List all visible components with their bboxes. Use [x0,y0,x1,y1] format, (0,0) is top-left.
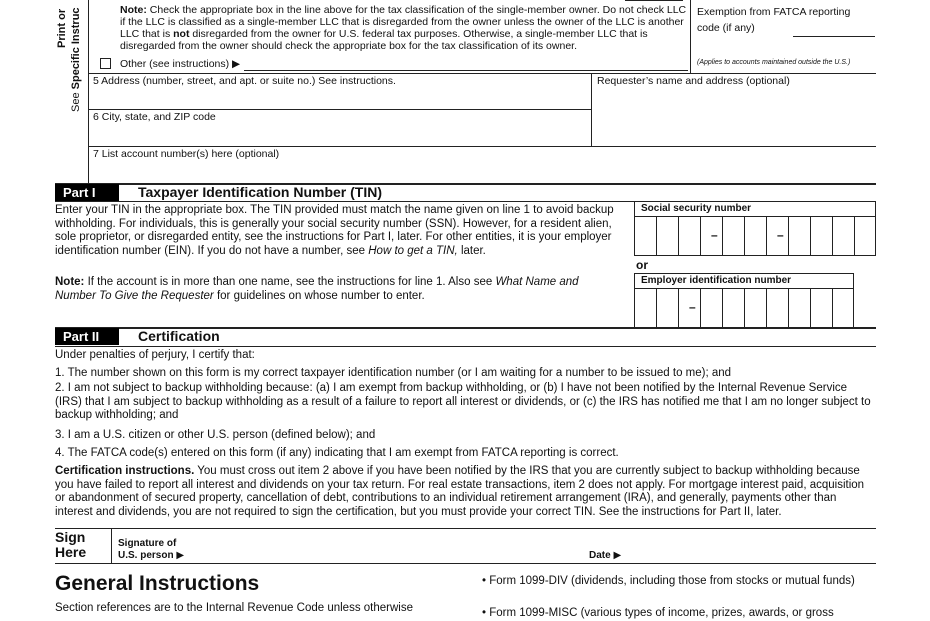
general-bullet-2: • Form 1099-MISC (various types of income, prizes, awards, or gross [482,607,834,619]
line7-top [88,146,876,147]
requester-label: Requester’s name and address (optional) [597,75,790,87]
fatca-code-label: code (if any) [697,22,755,34]
part2-label: Part II [55,328,119,345]
signature-label: Signature of U.S. person ▶ [118,538,185,561]
requester-input[interactable] [592,88,876,144]
ssn-field[interactable] [634,217,876,256]
sign-label: Sign Here [55,529,87,560]
ssn-dash-1: – [711,228,718,242]
address-input[interactable] [88,88,590,108]
sign-bottom-rule [55,563,876,564]
line5-label: 5 Address (number, street, and apt. or suite no.) See instructions. [93,75,396,87]
fatca-note: (Applies to accounts maintained outside the U.S.) [697,59,851,66]
other-field-line[interactable] [244,70,688,71]
or-text: or [636,258,648,272]
ein-dash: – [689,300,696,314]
fatca-label: Exemption from FATCA reporting [697,6,851,18]
box3-top-field[interactable] [625,0,683,2]
cert-instructions: Certification instructions. You must cross out item 2 above if you have been notified by the IRS that you are currently subject to backup withholding because you have failed to report all interest and dividends on your tax return. For real estate transactions, item 2 does not apply. For mortgage interest paid, acquisition or abandonment of secured property, cancellation of debt, contributions to an individual retirement arrangement (IRA), and generally, payments other than interest and dividends, you are not required to sign the certification, but you must provide your correct TIN. See the instructions for Part II, later. [55,465,865,518]
ssn-label-box: Social security number [634,201,876,217]
account-input[interactable] [88,161,876,181]
line7-label: 7 List account number(s) here (optional) [93,148,280,160]
date-field[interactable] [624,536,874,562]
general-section-text: Section references are to the Internal Revenue Code unless otherwise [55,602,413,614]
line6-top [88,109,591,110]
part1-title: Taxpayer Identification Number (TIN) [138,184,382,200]
city-input[interactable] [88,124,590,144]
part1-instructions: Enter your TIN in the appropriate box. The TIN provided must match the name given on line 1 to avoid backup withholding. For individuals, this is generally your social security number (SSN). However, for a resident alien, sole proprietor, or disregarded entity, see the instructions for Part I, later. For other entities, it is your employer identification number (EIN). If you do not have a number, see How to get a TIN, later. [55,204,614,257]
line6-label: 6 City, state, and ZIP code [93,111,216,123]
part1-note: Note: If the account is in more than one name, see the instructions for line 1. Also see What Name and Number To Give the Requester for guidelines on whose number to enter. [55,276,579,302]
ein-field[interactable] [634,289,854,327]
sign-top-rule [55,528,876,529]
signature-field[interactable] [190,536,585,562]
ssn-dash-2: – [777,228,784,242]
sign-divider [111,528,112,564]
box3-note: Note: Check the appropriate box in the line above for the tax classification of the single-member owner. Do not check LLC if the LLC is classified as a single-member LLC that is disregarded from the owner unless the owner of the LLC is another LLC that is not disregarded from the owner for U.S. federal tax purposes. Otherwise, a single-member LLC that is disregarded from the owner should check the appropriate box for the tax classification of its owner. [120,4,687,52]
cert-item-4: 4. The FATCA code(s) entered on this form (if any) indicating that I am exempt from FATCA reporting is correct. [55,447,619,459]
date-label: Date ▶ [589,550,622,561]
general-heading: General Instructions [55,572,260,595]
sidebar-print-label: Print or [56,8,68,48]
part2-title: Certification [138,328,220,344]
part2-intro: Under penalties of perjury, I certify that: [55,349,255,361]
cert-item-2: 2. I am not subject to backup withholding because: (a) I am exempt from backup withholding, or (b) I have not been notified by the Internal Revenue Service (IRS) that I am subject to backup withholding as a result of a failure to report all interest or dividends, or (c) the IRS has notified me that I am no longer subject to backup withholding; and [55,382,871,422]
ein-label-box: Employer identification number [634,273,854,289]
other-checkbox[interactable] [100,58,111,69]
part1-label: Part I [55,184,119,201]
sidebar-specific-label: See Specific Instruc [70,7,82,112]
fatca-code-input[interactable] [793,36,875,37]
general-bullet-1: • Form 1099-DIV (dividends, including those from stocks or mutual funds) [482,575,855,587]
cert-item-3: 3. I am a U.S. citizen or other U.S. person (defined below); and [55,429,376,441]
box4-divider [690,0,691,73]
line5-top [88,73,876,74]
other-label: Other (see instructions) ▶ [120,58,241,70]
cert-item-1: 1. The number shown on this form is my correct taxpayer identification number (or I am waiting for a number to be issued to me); and [55,367,732,379]
part2-under [55,346,876,347]
